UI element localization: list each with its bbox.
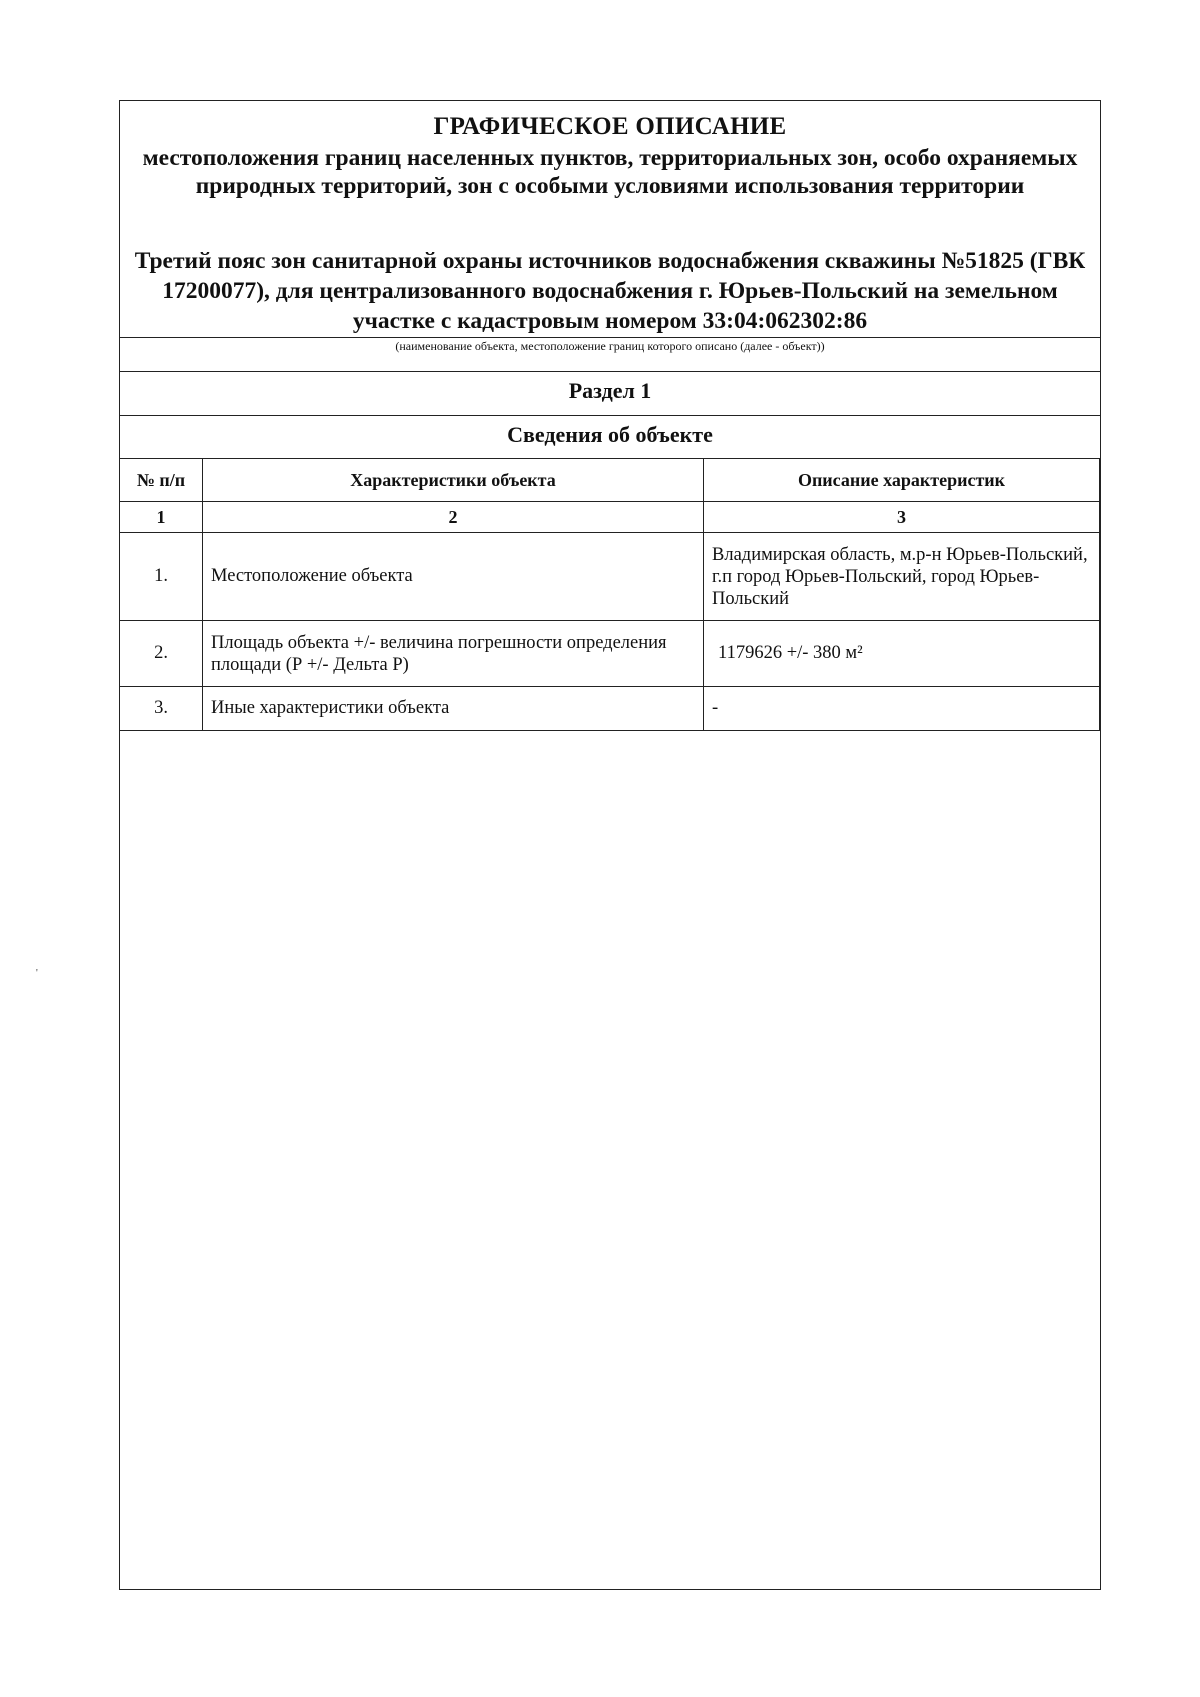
- column-number: 1: [120, 502, 203, 533]
- table-header-row: [120, 459, 1100, 502]
- section-label: Раздел 1: [568, 378, 652, 403]
- column-number: 2: [203, 502, 704, 533]
- row-description: -: [704, 687, 1100, 731]
- row-characteristic: Площадь объекта +/- величина погрешности определения площади (Р +/- Дельта Р): [203, 621, 704, 687]
- row-characteristic: Местоположение объекта: [203, 533, 704, 621]
- column-number: 3: [704, 502, 1100, 533]
- table-row: [120, 621, 1100, 687]
- object-info-table: [119, 458, 1100, 731]
- row-description: Владимирская область, м.р-н Юрьев-Польский, г.п город Юрьев-Польский, город Юрьев-Польский: [704, 533, 1100, 621]
- row-characteristic: Иные характеристики объекта: [203, 687, 704, 731]
- object-name-caption: (наименование объекта, местоположение границ которого описано (далее - объект)): [395, 339, 825, 353]
- divider: [120, 371, 1100, 372]
- object-name: Третий пояс зон санитарной охраны источников водоснабжения скважины №51825 (ГВК 17200077), для централизованного водоснабжения г. Юрьев-Польский на земельном участке с кадастровым номером 33:04:062302:86: [134, 248, 1086, 334]
- row-number: 2.: [120, 621, 203, 687]
- row-description: 1179626 +/- 380 м²: [704, 621, 1100, 687]
- section-title: Сведения об объекте: [507, 422, 713, 447]
- column-number-row: [120, 502, 1100, 533]
- column-header-description: Описание характеристик: [704, 459, 1100, 502]
- column-header-characteristic: Характеристики объекта: [203, 459, 704, 502]
- object-name-underline: [120, 337, 1100, 338]
- column-header-number: № п/п: [120, 459, 203, 502]
- margin-mark: ': [36, 968, 38, 979]
- document-subtitle: местоположения границ населенных пунктов, территориальных зон, особо охраняемых природных территорий, зон с особыми условиями использования территории: [142, 145, 1078, 199]
- row-number: 3.: [120, 687, 203, 731]
- document-frame: [119, 100, 1101, 1590]
- document-title: ГРАФИЧЕСКОЕ ОПИСАНИЕ: [433, 113, 787, 140]
- table-row: [120, 687, 1100, 731]
- divider: [120, 415, 1100, 416]
- table-row: [120, 533, 1100, 621]
- row-number: 1.: [120, 533, 203, 621]
